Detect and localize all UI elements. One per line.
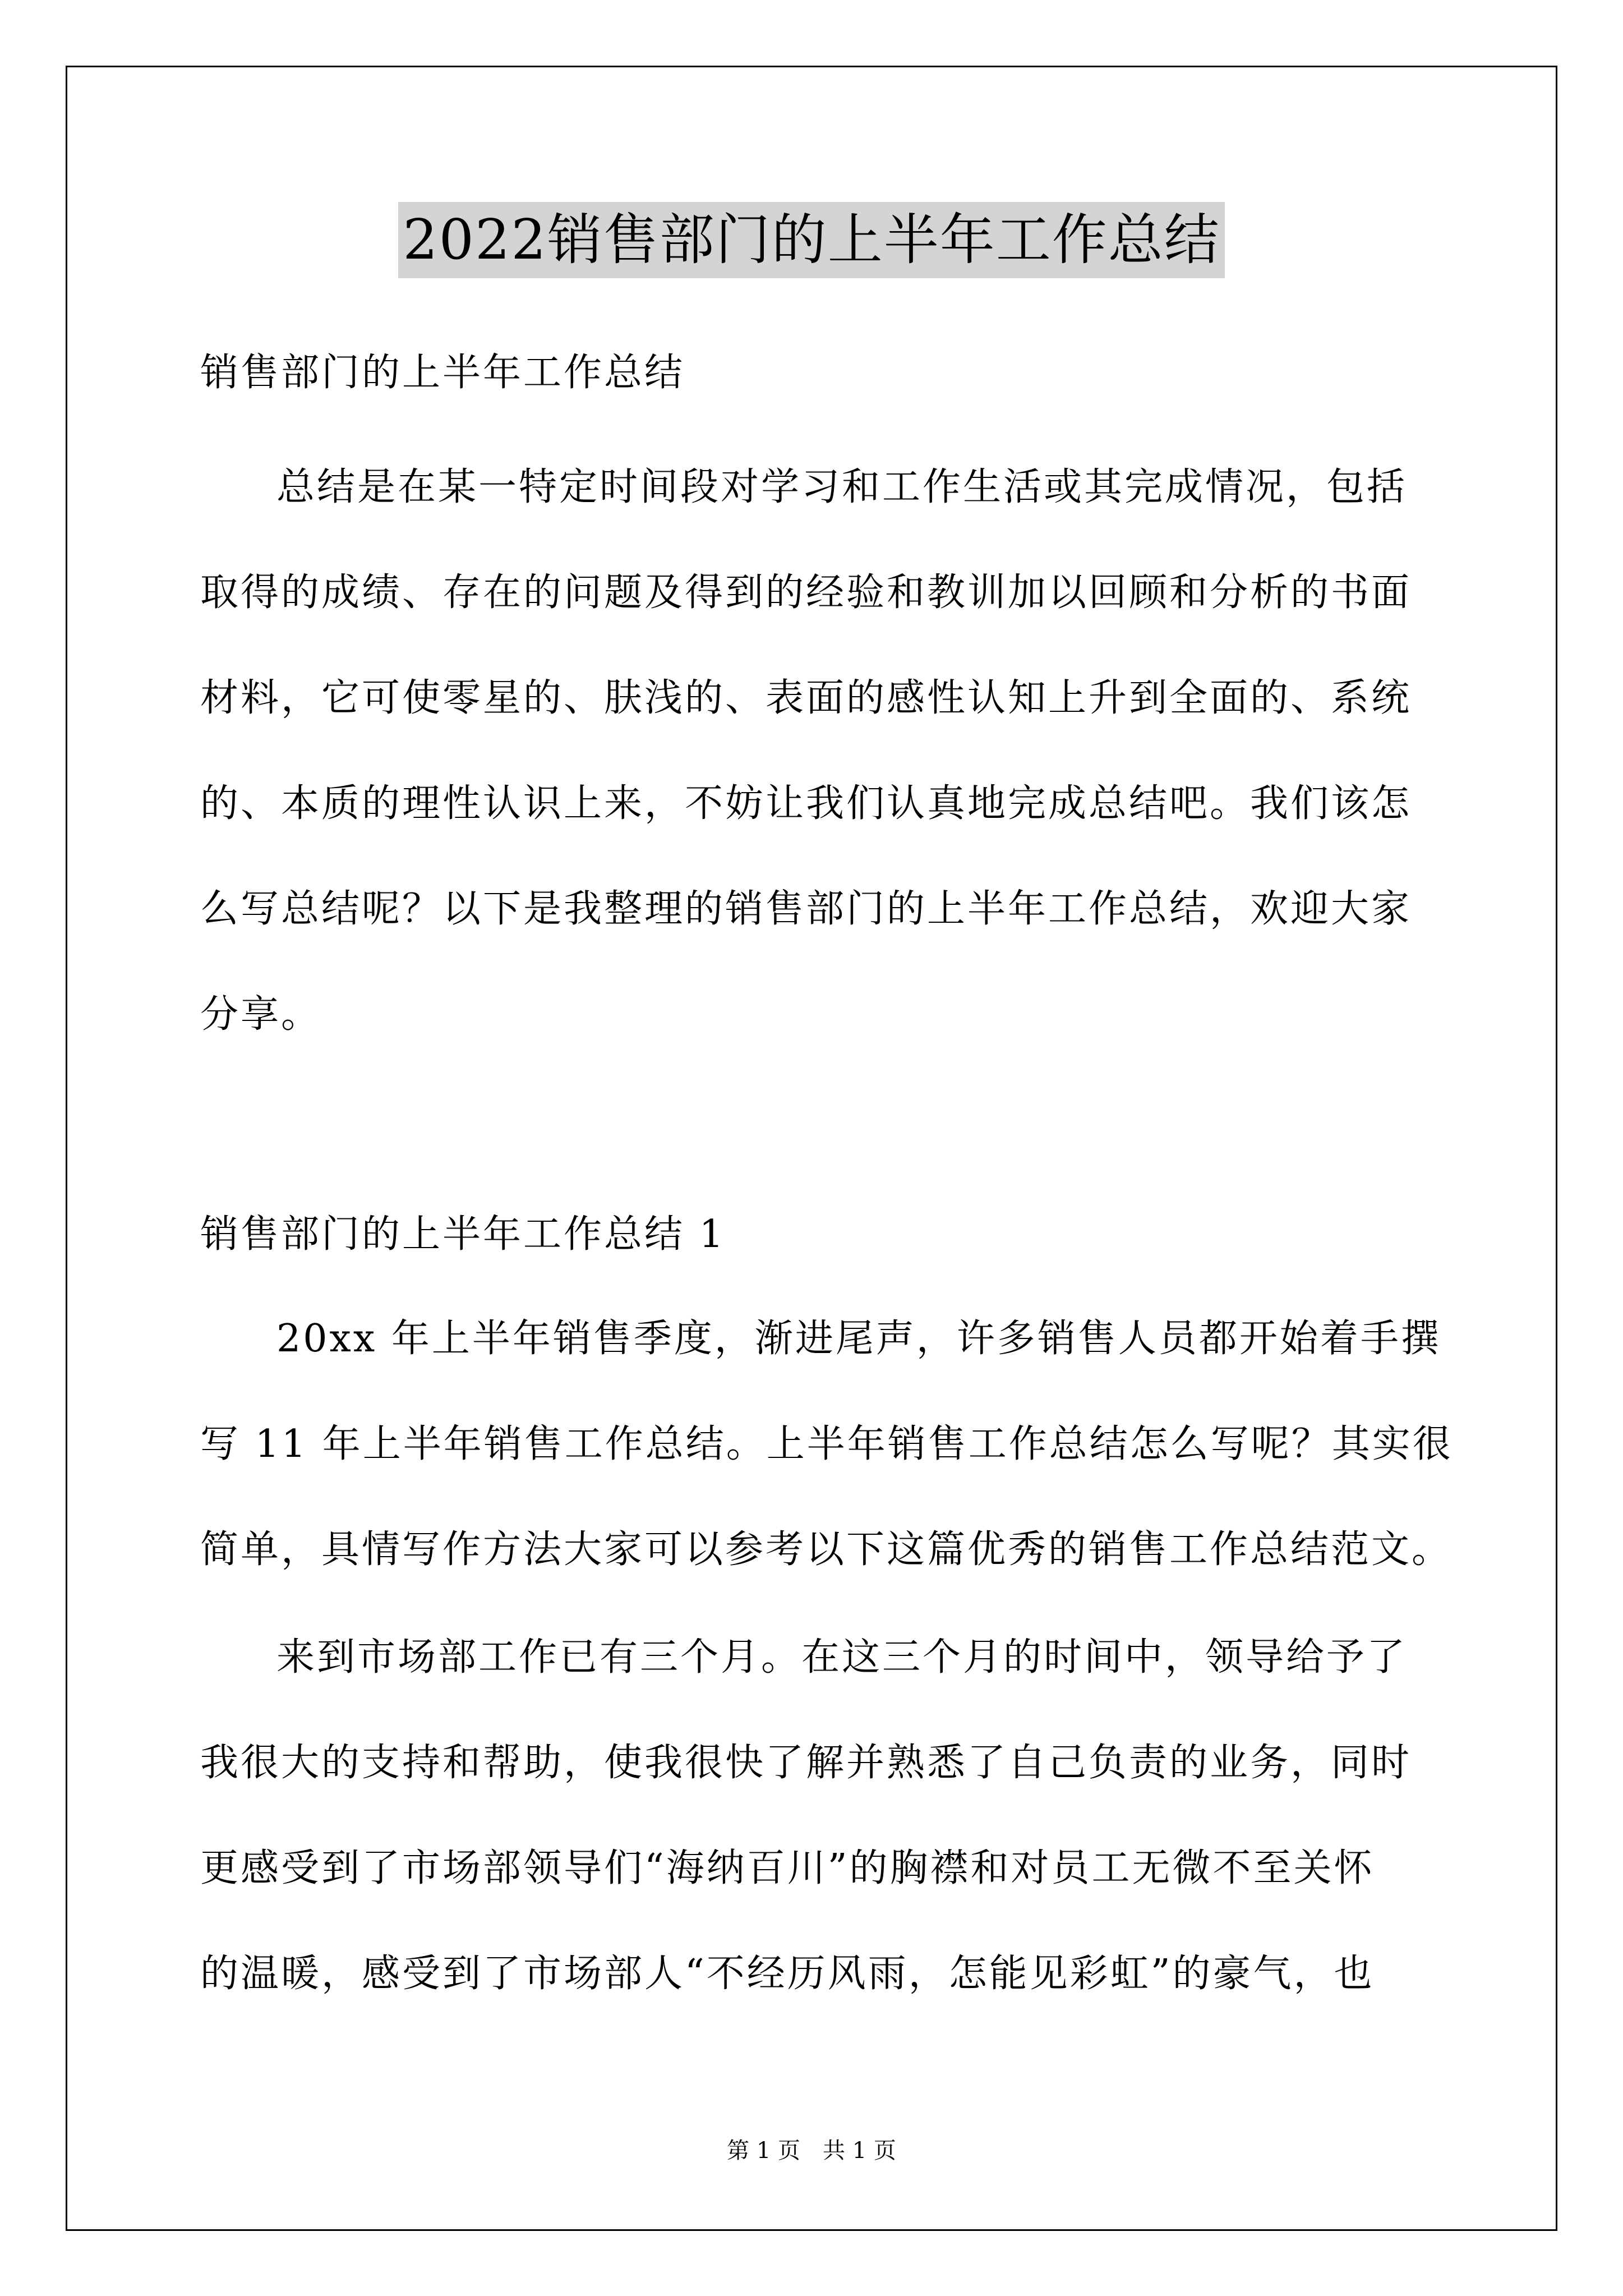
document-title: 2022销售部门的上半年工作总结 [398, 202, 1224, 278]
body-line: 的、本质的理性认识上来，不妨让我们认真地完成总结吧。我们该怎 [200, 781, 1412, 826]
page-number-footer: 第 1 页 共 1 页 [727, 2138, 896, 2164]
body-line: 么写总结呢？以下是我整理的销售部门的上半年工作总结，欢迎大家 [200, 887, 1412, 931]
body-line: 的温暖，感受到了市场部人“不经历风雨，怎能见彩虹”的豪气，也 [200, 1952, 1375, 1996]
body-line: 简单，具情写作方法大家可以参考以下这篇优秀的销售工作总结范文。 [200, 1527, 1453, 1572]
body-line: 分享。 [200, 992, 322, 1037]
body-line: 写 11 年上半年销售工作总结。上半年销售工作总结怎么写呢？其实很 [200, 1422, 1453, 1466]
body-line: 我很大的支持和帮助，使我很快了解并熟悉了自己负责的业务，同时 [200, 1741, 1412, 1785]
body-line: 20xx 年上半年销售季度，渐进尾声，许多销售人员都开始着手撰 [276, 1317, 1441, 1361]
body-line: 材料，它可使零星的、肤浅的、表面的感性认知上升到全面的、系统 [200, 676, 1412, 720]
body-line: 取得的成绩、存在的问题及得到的经验和教训加以回顾和分析的书面 [200, 570, 1412, 615]
body-line: 来到市场部工作已有三个月。在这三个月的时间中，领导给予了 [276, 1635, 1408, 1680]
body-line: 更感受到了市场部领导们“海纳百川”的胸襟和对员工无微不至关怀 [200, 1846, 1375, 1890]
title-block [0, 202, 1623, 278]
section-heading: 销售部门的上半年工作总结 1 [200, 1212, 726, 1257]
body-line: 总结是在某一特定时间段对学习和工作生活或其完成情况，包括 [276, 465, 1408, 509]
subtitle-line: 销售部门的上半年工作总结 [200, 351, 685, 395]
